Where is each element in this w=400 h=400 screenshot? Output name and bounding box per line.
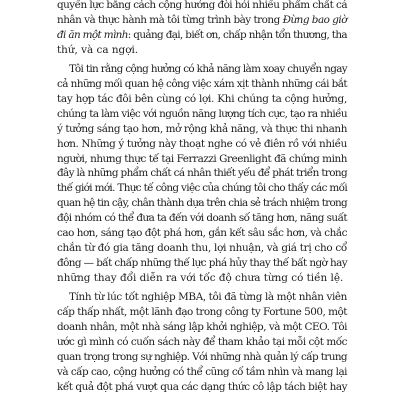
text-segment: nhân và thực hành mà tôi từng trình bày trong: [57, 13, 283, 26]
text-line: đông — bất chấp những thế lực phá hủy thay thế bất ngờ hay: [57, 257, 347, 270]
text-line: doanh nhân, một nhà sáng lập khởi nghiệp, và một CEO. Tôi: [57, 321, 347, 334]
text-line: [57, 13, 347, 28]
text-line: thứ, và ca ngợi.: [57, 43, 139, 56]
text-line: chúng ta làm việc với nguồn năng lượng tích cực, tạo ra nhiều: [57, 107, 347, 120]
paragraph-2: [57, 62, 347, 286]
text-line: và cấp cao, cộng hưởng có thể cũng cố tầm nhìn và mang lại: [57, 365, 347, 378]
text-line: chắn từ đó gia tăng doanh thu, lợi nhuận, và giá trị cho cổ: [57, 242, 347, 255]
text-line: quyền lực bằng cách cộng hưởng đòi hỏi nhiều phẩm chất cá: [57, 0, 347, 11]
text-line: cả những mối quan hệ công việc xám xịt thành những cái bắt: [57, 77, 347, 90]
book-title: Đừng bao giờ: [282, 13, 347, 26]
body-text: [57, 0, 347, 395]
text-line: quan trọng trong sự nghiệp. Với những nhà quản lý cấp trung: [57, 350, 347, 363]
text-line: Tôi tin rằng cộng hưởng có khả năng làm xoay chuyển ngay: [69, 62, 347, 75]
text-line: quan hệ tin cậy, chân thành dựa trên chia sẻ trách nhiệm trong: [57, 197, 347, 210]
text-segment: : quảng đại, biết ơn, chấp nhận tổn thương, tha: [127, 28, 347, 41]
paragraph-3: [57, 290, 347, 395]
text-line: tay hợp tác đôi bên cùng có lợi. Khi chúng ta cộng hưởng,: [57, 92, 347, 105]
text-line: ước gì mình có cuốn sách này để tham khảo tại mỗi cột mốc: [57, 335, 347, 348]
text-line: cao hơn, sáng tạo đột phá hơn, gắn kết sâu sắc hơn, và chắc: [57, 227, 347, 240]
text-line: [57, 28, 347, 43]
text-line: đội nhóm có thể đưa ta đến với doanh số tăng hơn, năng suất: [57, 212, 348, 225]
book-title: đi ăn một mình: [57, 28, 128, 41]
text-line: hơn. Những ý tưởng này thoạt nghe có vẻ điên rồ với nhiều: [57, 137, 347, 150]
text-line: thế giới mới. Thực tế công việc của chúng tôi cho thấy các mối: [57, 182, 347, 195]
text-line: ý tưởng sáng tạo hơn, mở rộng khả năng, và thực thi nhanh: [57, 122, 347, 135]
paragraph-1: [57, 0, 347, 58]
text-line: kết quả đột phá vượt qua các dạng thức cô lập tách biệt hay: [57, 380, 347, 393]
text-line: Tính từ lúc tốt nghiệp MBA, tôi đã từng là một nhân viên: [69, 291, 347, 304]
text-line: người, nhưng thực tế tại Ferrazzi Greenlight đã chứng minh: [57, 152, 347, 165]
text-line: đây là những phẩm chất cá nhân thiết yếu để phát triển trong: [57, 167, 347, 180]
text-line: cấp thấp nhất, một lãnh đạo trong công ty Fortune 500, một: [57, 306, 347, 319]
text-line: những thay đổi diễn ra với tốc độ chưa từng có tiền lệ.: [57, 272, 344, 285]
